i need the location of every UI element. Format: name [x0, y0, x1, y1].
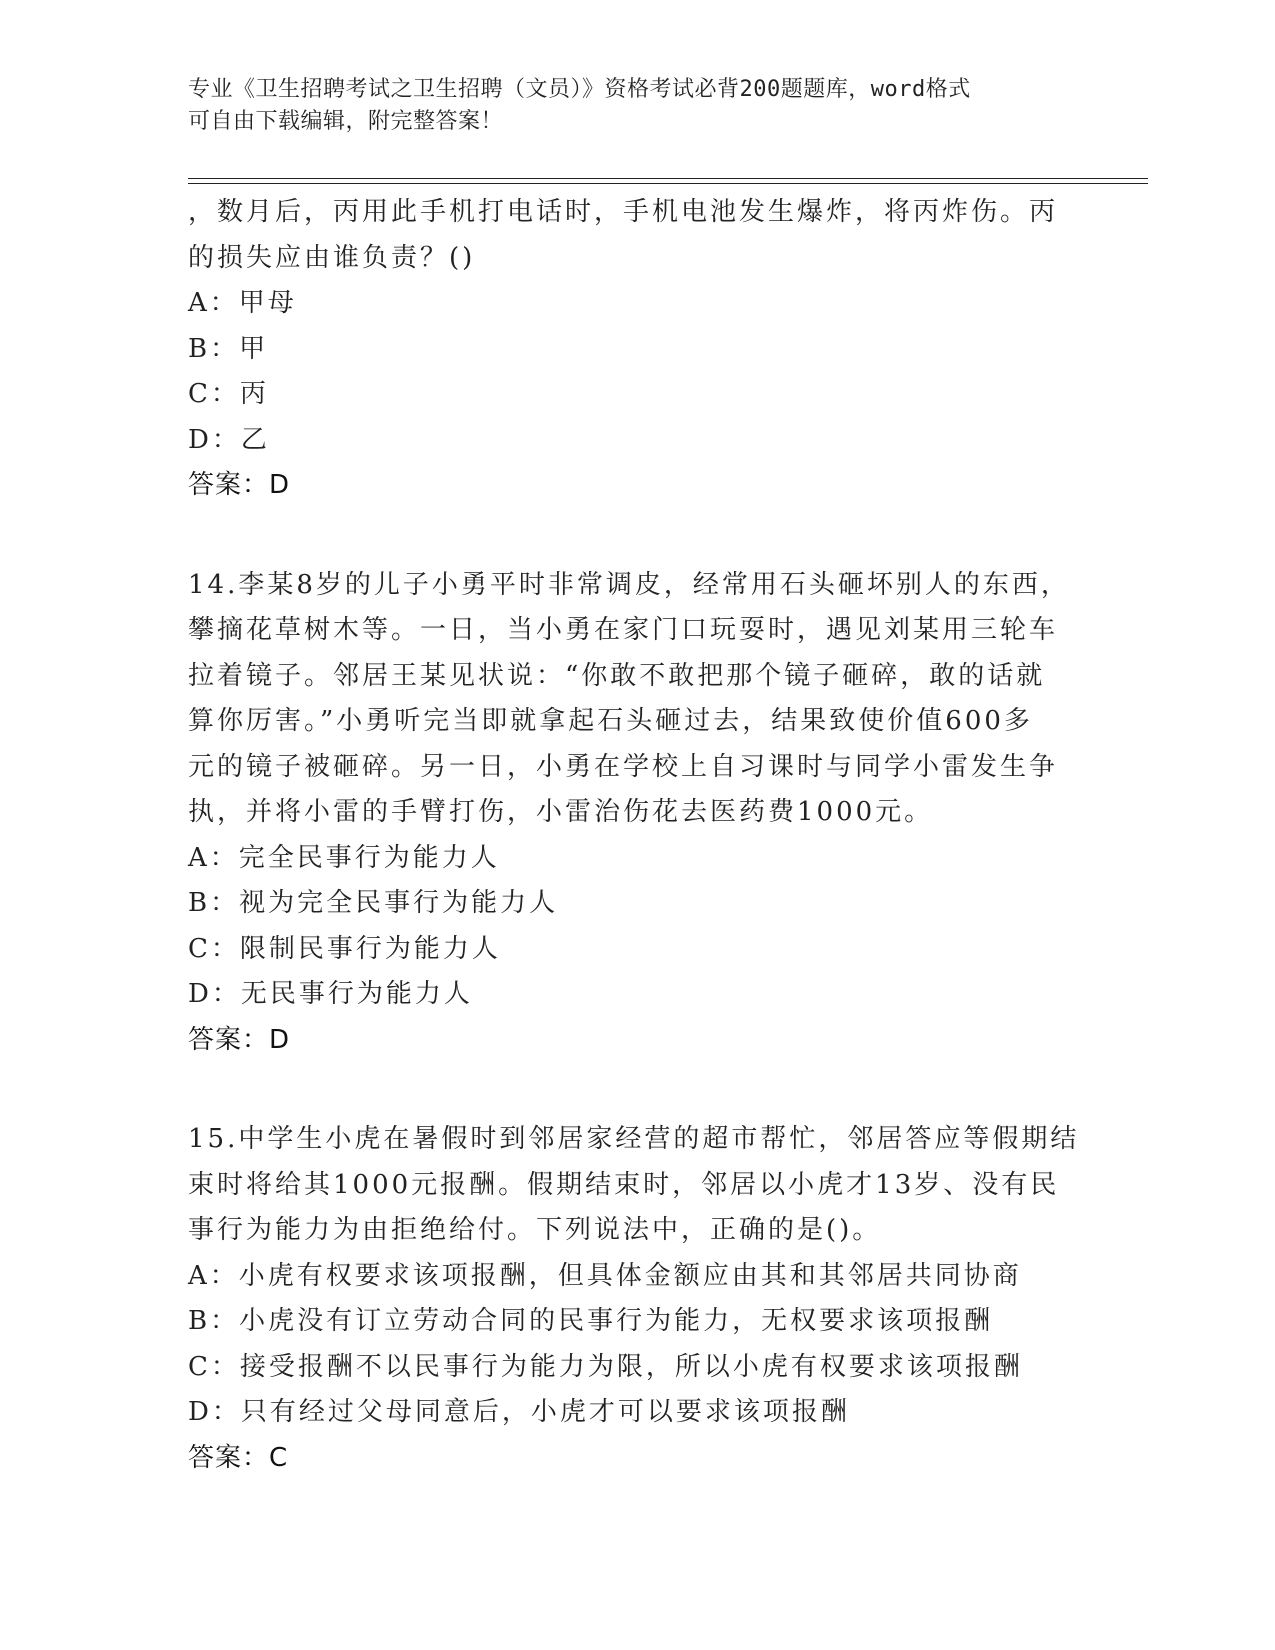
question-stem-line: 事行为能力为由拒绝给付。下列说法中，正确的是()。	[188, 1215, 882, 1245]
answer-label: 答案：C	[188, 1442, 289, 1473]
question-spacer	[188, 1063, 1088, 1117]
header-title-line-2: 可自由下载编辑，附完整答案！	[188, 109, 504, 134]
answer-label: 答案：D	[188, 1024, 291, 1055]
question-13	[188, 190, 1088, 509]
question-stem-line: 束时将给其1000元报酬。假期结束时，邻居以小虎才13岁、没有民	[188, 1169, 1060, 1200]
question-stem-line: 14.李某8岁的儿子小勇平时非常调皮，经常用石头砸坏别人的东西，	[188, 569, 1070, 600]
option-d: D：只有经过父母同意后，小虎才可以要求该项报酬	[188, 1397, 850, 1427]
option-c: C：接受报酬不以民事行为能力为限，所以小虎有权要求该项报酬	[188, 1351, 1023, 1382]
question-stem-line: 15.中学生小虎在暑假时到邻居家经营的超市帮忙，邻居答应等假期结	[188, 1124, 1080, 1154]
option-b: B：小虎没有订立劳动合同的民事行为能力，无权要求该项报酬	[188, 1306, 994, 1336]
question-15	[188, 1117, 1088, 1481]
option-a: A：完全民事行为能力人	[188, 842, 500, 873]
question-stem-line: ，数月后，丙用此手机打电话时，手机电池发生爆炸，将丙炸伤。丙	[188, 197, 1059, 227]
option-a: A：甲母	[188, 288, 297, 318]
option-b: B：甲	[188, 333, 269, 364]
option-b: B：视为完全民事行为能力人	[188, 888, 559, 918]
option-d: D：无民事行为能力人	[188, 979, 473, 1009]
question-stem-line: 的损失应由谁负责？()	[188, 242, 476, 273]
option-c: C：限制民事行为能力人	[188, 933, 501, 964]
question-stem-line: 拉着镜子。邻居王某见状说：“你敢不敢把那个镜子砸碎，敢的话就	[188, 660, 1046, 691]
answer-label: 答案：D	[188, 470, 291, 500]
header-divider-bottom	[188, 183, 1148, 184]
option-d: D：乙	[188, 424, 270, 455]
question-14	[188, 563, 1088, 1064]
document-header	[188, 74, 1068, 138]
question-spacer	[188, 509, 1088, 563]
header-divider-top	[188, 178, 1148, 179]
question-stem-line: 元的镜子被砸碎。另一日，小勇在学校上自习课时与同学小雷发生争	[188, 751, 1059, 782]
option-c: C：丙	[188, 379, 269, 409]
question-stem-line: 攀摘花草树木等。一日，当小勇在家门口玩耍时，遇见刘某用三轮车	[188, 615, 1059, 645]
header-title-line-1: 专业《卫生招聘考试之卫生招聘（文员）》资格考试必背200题题库，word格式	[188, 77, 971, 102]
question-stem-line: 算你厉害。”小勇听完当即就拿起石头砸过去，结果致使价值600多	[188, 706, 1033, 736]
option-a: A：小虎有权要求该项报酬，但具体金额应由其和其邻居共同协商	[188, 1260, 1022, 1291]
question-stem-line: 执，并将小雷的手臂打伤，小雷治伤花去医药费1000元。	[188, 797, 934, 827]
document-body	[188, 190, 1088, 1481]
